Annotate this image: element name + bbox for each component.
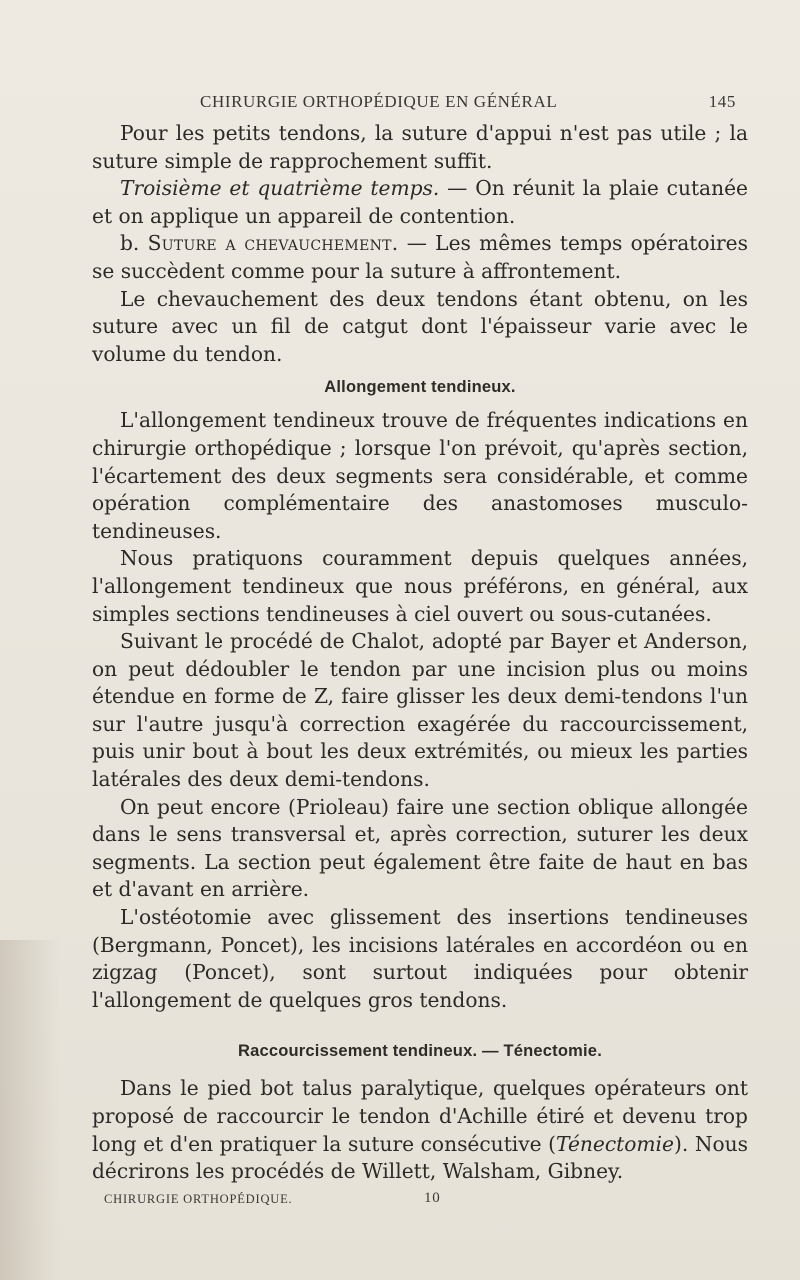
running-head [92,92,748,120]
signature-title: CHIRURGIE ORTHOPÉDIQUE. [104,1191,293,1206]
paragraph-osteotomie: L'ostéotomie avec glissement des insertions tendineuses (Bergmann, Poncet), les incisions latérales en accordéon ou en zigzag (Poncet), sont surtout indiquées pour obtenir l'allongement de quelques gros tendons. [92,905,748,1012]
paragraph-allongement-indications: L'allongement tendineux trouve de fréquentes indications en chirurgie orthopédique ; lorsque l'on prévoit, qu'après section, l'écartement des deux segments sera considérable, et comme opération complémentaire des anastomoses musculo-tendineuses. [92,408,748,543]
paragraph-suture-smallcaps: Suture a chevauchement. [147,231,399,256]
paragraph-prioleau: On peut encore (Prioleau) faire une section oblique allongée dans le sens transversal et, après correction, suturer les deux segments. La section peut également être faite de haut en bas et d'avant en arrière. [92,794,748,902]
running-head-title: CHIRURGIE ORTHOPÉDIQUE EN GÉNÉRAL [200,92,558,111]
signature-line [92,1190,748,1212]
body-text [92,120,748,1186]
paragraph-pied-bot [92,1075,748,1185]
page-number: 145 [708,92,736,111]
section-heading-raccourcissement: Raccourcissement tendineux. — Ténectomie. [238,1042,602,1061]
paragraph-pied-bot-after: ). Nous décrirons les procédés de Willett, Walsham, Gibney. [92,1131,748,1184]
paragraph-suture-rest: — Les mêmes temps opératoires se succèdent comme pour la suture à affrontement. [92,231,748,283]
paragraph-petits-tendons: Pour les petits tendons, la suture d'appui n'est pas utile ; la suture simple de rapprochement suffit. [92,121,748,173]
paragraph-chevauchement-obtenu: Le chevauchement des deux tendons étant obtenu, on les suture avec un fil de catgut dont l'épaisseur varie avec le volume du tendon. [92,286,748,366]
paragraph-troisieme-temps-italic: Troisième et quatrième temps. [120,176,440,201]
paragraph-suture-chevauchement [92,230,748,285]
signature-number: 10 [424,1189,441,1206]
paragraph-troisieme-temps-rest: — On réunit la plaie cutanée et on applique un appareil de contention. [92,176,748,228]
paragraph-procede-chalot: Suivant le procédé de Chalot, adopté par Bayer et Anderson, on peut dédoubler le tendon par une incision plus ou moins étendue en forme de Z, faire glisser les deux demi-tendons l'un sur l'autre jusqu'à correction exagérée du raccourcissement, puis unir bout à bout les deux extrémités, ou mieux les parties latérales des deux demi-tendons. [92,629,748,792]
paragraph-pied-bot-before: Dans le pied bot talus paralytique, quelques opérateurs ont proposé de raccourcir le tendon d'Achille étiré et devenu trop long et d'en pratiquer la suture consécutive ( [92,1076,748,1156]
paragraph-pied-bot-italic: Ténectomie [556,1131,674,1156]
paragraph-suture-letter: b. [120,231,148,256]
page-edge-shadow [0,940,60,1280]
paragraph-allongement-pratique: Nous pratiquons couramment depuis quelques années, l'allongement tendineux que nous préférons, en général, aux simples sections tendineuses à ciel ouvert ou sous-cutanées. [92,546,748,626]
paragraph-troisieme-temps [92,175,748,230]
section-heading-allongement: Allongement tendineux. [324,378,516,397]
